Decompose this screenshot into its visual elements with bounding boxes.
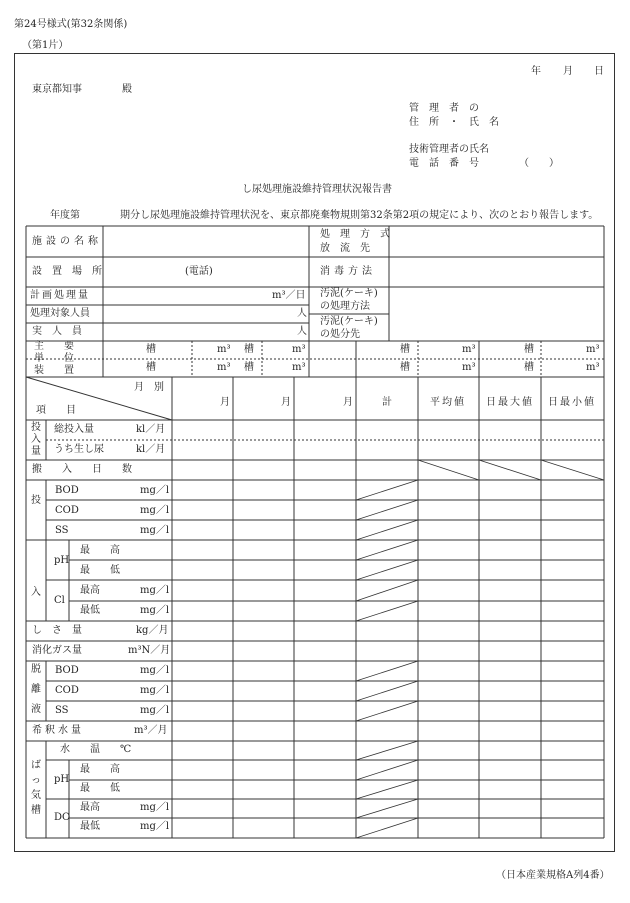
delivery-days-label: 搬 入 日 数 [32,464,132,475]
ph-label-aer: pH [54,774,70,785]
facility-name-label: 施設の名称 [32,236,102,247]
bod-label: BOD [55,665,79,676]
honorific: 殿 [122,84,132,95]
sludge-proc-label-2: の処理方法 [320,301,370,312]
ph-max-label-aer: 最 高 [80,764,120,775]
m3-label: m³ [462,362,476,373]
method-label: 処 理 方 式 [320,229,390,240]
ph-max-label: 最 高 [80,545,120,556]
month-col-3: 月 [343,397,353,408]
month-col-1: 月 [220,397,230,408]
scum-label: し さ 量 [32,625,82,636]
mgl-unit: mg／l [140,485,170,496]
m3-label: m³ [217,344,231,355]
m3-label: m³ [292,362,306,373]
gas-label: 消化ガス量 [32,645,82,656]
tank-label: 槽 [244,344,254,355]
m3-label: m³ [292,344,306,355]
footer-note: （日本産業規格A列4番） [496,870,610,881]
total-input-label: 総投入量 [54,424,94,435]
mgl-unit: mg／l [140,705,170,716]
do-max-label: 最高 [80,802,100,813]
phone-parens: （ ） [519,158,559,169]
aeration-vert-2: っ [31,775,41,786]
phone-field-label: (電話) [185,266,213,277]
planned-unit: m³／日 [272,290,306,301]
planned-volume-label: 計画処理量 [30,290,90,301]
main-units-label-3: 装 置 [34,365,74,376]
cod-label: COD [55,685,79,696]
tank-label: 槽 [524,344,534,355]
sludge-disp-label-1: 汚泥(ケーキ) [320,316,378,327]
dehyd-vert-2: 離 [31,684,41,695]
input-vert-1: 投 [31,422,41,433]
addressee: 東京都知事 [32,84,82,95]
input-vert-3: 量 [31,446,41,457]
tank-label: 槽 [400,362,410,373]
m3-label: m³ [586,344,600,355]
total-col: 計 [382,397,392,408]
m3-label: m³ [217,362,231,373]
manager-label: 管 理 者 の [409,103,479,114]
aeration-vert-1: ば [31,760,41,771]
dehyd-vert-1: 脱 [31,664,41,675]
intro-year: 年度第 [50,210,80,221]
people-unit-2: 人 [297,326,307,337]
tech-manager-label: 技術管理者の氏名 [409,144,489,155]
input-vert-2: 入 [31,434,41,445]
mgl-unit: mg／l [140,802,170,813]
ss-label: SS [55,525,69,536]
average-col: 平均値 [430,397,466,408]
mgl-unit: mg／l [140,605,170,616]
discharge-label: 放 流 先 [320,243,370,254]
date-year: 年 [531,66,541,77]
month-by-label: 月 別 [134,382,164,393]
kl-unit-1: kl／月 [136,424,166,435]
report-title: し尿処理施設維持管理状況報告書 [242,184,392,195]
bod-label: BOD [55,485,79,496]
tank-label: 槽 [400,344,410,355]
main-units-label-1: 主 要 [34,341,74,352]
cl-min-label: 最低 [80,605,100,616]
daily-min-col: 日最小値 [548,397,596,408]
tank-label: 槽 [146,362,156,373]
mgl-unit: mg／l [140,525,170,536]
form-number: 第24号様式(第32条関係) [14,19,128,30]
ph-min-label: 最 低 [80,565,120,576]
cl-max-label: 最高 [80,585,100,596]
dehyd-vert-3: 液 [31,704,41,715]
date-month: 月 [563,66,573,77]
water-temp-label: 水 温 ℃ [60,744,132,755]
phone-label: 電 話 番 号 [409,158,479,169]
raw-sewage-label: うち生し尿 [54,444,104,455]
address-name-label: 住 所 ・ 氏 名 [409,117,499,128]
aeration-vert-4: 槽 [31,805,41,816]
intro-text: 期分し尿処理施設維持管理状況を、東京都廃棄物規則第32条第2項の規定により、次のとおり報告します。 [120,210,599,221]
tank-label: 槽 [524,362,534,373]
item-label: 項 目 [36,405,76,416]
input-quality-vert-top: 投 [31,495,41,506]
input-quality-vert-bot: 入 [31,587,41,598]
sludge-disp-label-2: の処分先 [320,329,360,340]
actual-people-label: 実 人 員 [32,326,82,337]
mgl-unit: mg／l [140,585,170,596]
page-number: （第1片） [22,40,69,51]
target-people-label: 処理対象人員 [30,308,90,319]
date-day: 日 [594,66,604,77]
do-min-label: 最低 [80,821,100,832]
m3-label: m³ [462,344,476,355]
ph-label: pH [54,555,70,566]
mgl-unit: mg／l [140,685,170,696]
tank-label: 槽 [146,344,156,355]
location-label: 設置場所 [32,266,112,277]
kgm-unit: kg／月 [136,625,169,636]
main-units-label-2: 単 位 [34,353,74,364]
mgl-unit: mg／l [140,821,170,832]
mgl-unit: mg／l [140,505,170,516]
cod-label: COD [55,505,79,516]
daily-max-col: 日最大値 [486,397,534,408]
gas-unit: m³N／月 [128,645,171,656]
tank-label: 槽 [244,362,254,373]
do-label: DO [54,812,71,823]
people-unit-1: 人 [297,308,307,319]
m3m-unit: m³／月 [134,725,168,736]
aeration-vert-3: 気 [31,790,41,801]
ph-min-label-aer: 最 低 [80,783,120,794]
kl-unit-2: kl／月 [136,444,166,455]
ss-label: SS [55,705,69,716]
dilution-label: 希釈水量 [32,725,84,736]
cl-label: Cl [54,595,65,606]
disinfect-label: 消毒方法 [320,266,376,277]
sludge-proc-label-1: 汚泥(ケーキ) [320,288,378,299]
m3-label: m³ [586,362,600,373]
month-col-2: 月 [281,397,291,408]
mgl-unit: mg／l [140,665,170,676]
